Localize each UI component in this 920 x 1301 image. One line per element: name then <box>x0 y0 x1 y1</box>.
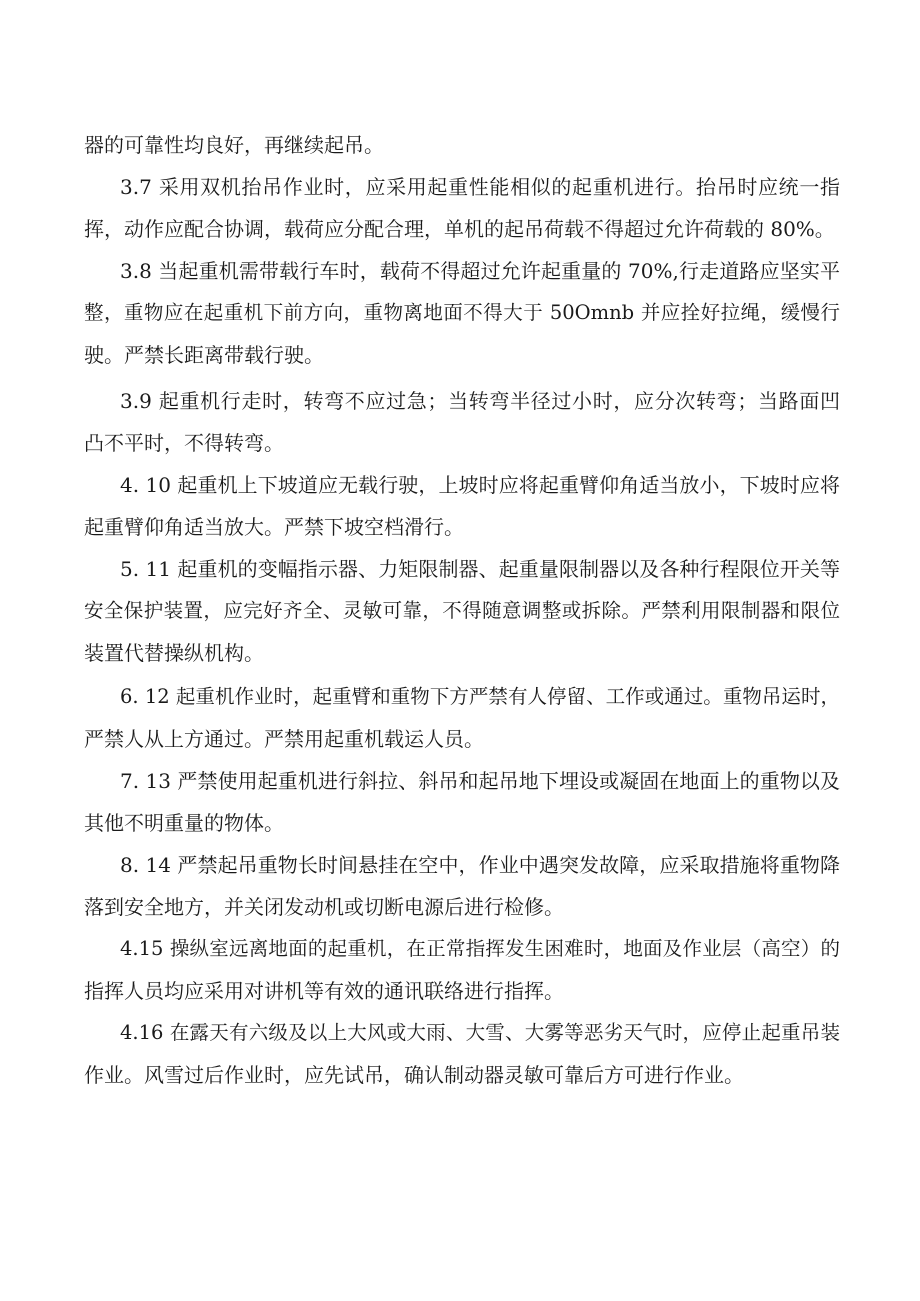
paragraph-continuation <box>84 124 840 166</box>
paragraph-4-10 <box>84 464 840 548</box>
paragraph-7-13 <box>84 760 840 844</box>
text-line: 其他不明重量的物体。 <box>84 811 284 835</box>
text-line: 4. 10 起重机上下坡道应无载行驶，上坡时应将起重臂仰角适当放小，下坡时应将 <box>120 473 840 497</box>
text-line: 3.7 采用双机抬吊作业时，应采用起重性能相似的起重机进行。抬吊时应统一指 <box>120 175 840 199</box>
text-line: 起重臂仰角适当放大。严禁下坡空档滑行。 <box>84 515 464 539</box>
paragraph-4-15 <box>84 928 840 1012</box>
text-line: 落到安全地方，并关闭发动机或切断电源后进行检修。 <box>84 895 564 919</box>
paragraph-8-14 <box>84 844 840 928</box>
paragraph-6-12 <box>84 676 840 760</box>
text-line: 5. 11 起重机的变幅指示器、力矩限制器、起重量限制器以及各种行程限位开关等 <box>120 557 840 581</box>
text-line: 安全保护装置，应完好齐全、灵敏可靠，不得随意调整或拆除。严禁利用限制器和限位 <box>84 599 840 622</box>
paragraph-3-7 <box>84 166 840 250</box>
text-line: 3.8 当起重机需带载行车时，载荷不得超过允许起重量的 70%,行走道路应坚实平 <box>120 259 840 283</box>
text-line: 8. 14 严禁起吊重物长时间悬挂在空中，作业中遇突发故障，应采取措施将重物降 <box>120 853 840 877</box>
text-line: 4.16 在露天有六级及以上大风或大雨、大雪、大雾等恶劣天气时，应停止起重吊装 <box>120 1021 840 1044</box>
text-line: 驶。严禁长距离带载行驶。 <box>84 343 324 367</box>
text-line: 作业。风雪过后作业时，应先试吊，确认制动器灵敏可靠后方可进行作业。 <box>84 1063 744 1087</box>
text-line: 器的可靠性均良好，再继续起吊。 <box>84 133 384 157</box>
paragraph-3-8 <box>84 250 840 376</box>
text-line: 7. 13 严禁使用起重机进行斜拉、斜吊和起吊地下埋设或凝固在地面上的重物以及 <box>120 769 840 793</box>
paragraph-5-11 <box>84 548 840 674</box>
text-line: 装置代替操纵机构。 <box>84 641 264 665</box>
text-line: 严禁人从上方通过。严禁用起重机载运人员。 <box>84 727 484 751</box>
text-line: 挥，动作应配合协调，载荷应分配合理，单机的起吊荷载不得超过允许荷载的 80%。 <box>84 217 835 241</box>
text-line: 4.15 操纵室远离地面的起重机，在正常指挥发生困难时，地面及作业层（高空）的 <box>120 937 840 960</box>
text-line: 整，重物应在起重机下前方向，重物离地面不得大于 50Omnb 并应拴好拉绳，缓慢行 <box>84 301 840 324</box>
text-line: 指挥人员均应采用对讲机等有效的通讯联络进行指挥。 <box>84 979 564 1003</box>
paragraph-3-9 <box>84 380 840 464</box>
text-line: 6. 12 起重机作业时，起重臂和重物下方严禁有人停留、工作或通过。重物吊运时， <box>120 685 840 708</box>
paragraph-4-16 <box>84 1012 840 1096</box>
text-line: 凸不平时，不得转弯。 <box>84 431 284 455</box>
text-line: 3.9 起重机行走时，转弯不应过急；当转弯半径过小时，应分次转弯；当路面凹 <box>120 389 840 413</box>
